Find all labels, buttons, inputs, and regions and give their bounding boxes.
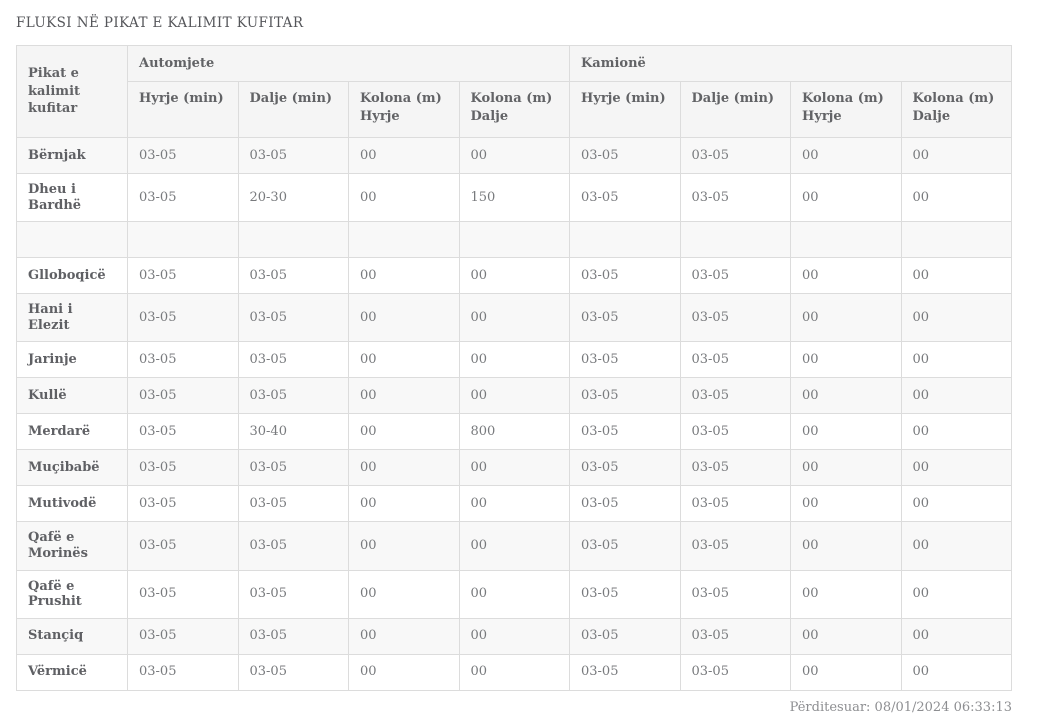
cell: 03-05: [570, 486, 681, 522]
cell: 00: [901, 450, 1012, 486]
row-label: Qafë e Prushit: [17, 570, 128, 618]
cell: 03-05: [680, 450, 791, 486]
table-row: [17, 654, 1012, 690]
page-title: FLUKSI NË PIKAT E KALIMIT KUFITAR: [16, 15, 304, 31]
cell: 00: [459, 654, 570, 690]
cell: 00: [459, 258, 570, 294]
cell: 00: [459, 618, 570, 654]
header-group-row: [17, 46, 1012, 82]
table-header: [17, 46, 1012, 138]
table-row: [17, 522, 1012, 570]
cell: 00: [901, 174, 1012, 222]
cell: 00: [349, 486, 460, 522]
cell: 00: [459, 450, 570, 486]
cell: 03-05: [680, 342, 791, 378]
table-row: [17, 342, 1012, 378]
table-row: [17, 450, 1012, 486]
cell: 00: [459, 486, 570, 522]
cell: 00: [459, 138, 570, 174]
table-row: [17, 222, 1012, 258]
cell: 03-05: [238, 486, 349, 522]
subheader-kam-kolona-dalje: Kolona (m) Dalje: [901, 82, 1012, 138]
cell: 03-05: [570, 294, 681, 342]
cell: 00: [791, 654, 902, 690]
cell: 03-05: [238, 378, 349, 414]
cell: 00: [459, 378, 570, 414]
cell: 00: [791, 618, 902, 654]
cell: [459, 222, 570, 258]
cell: [349, 222, 460, 258]
cell: 00: [901, 294, 1012, 342]
cell: 03-05: [128, 294, 239, 342]
cell: 00: [349, 294, 460, 342]
cell: 00: [349, 342, 460, 378]
cell: 150: [459, 174, 570, 222]
header-sub-row: [17, 82, 1012, 138]
cell: 00: [901, 378, 1012, 414]
cell: 00: [791, 378, 902, 414]
cell: 03-05: [128, 174, 239, 222]
table-row: [17, 618, 1012, 654]
cell: 03-05: [570, 378, 681, 414]
cell: 00: [459, 522, 570, 570]
cell: 03-05: [128, 654, 239, 690]
cell: [901, 222, 1012, 258]
row-label: Vërmicë: [17, 654, 128, 690]
subheader-auto-hyrje: Hyrje (min): [128, 82, 239, 138]
cell: 03-05: [128, 522, 239, 570]
cell: 00: [791, 522, 902, 570]
row-label: Stançiq: [17, 618, 128, 654]
cell: 03-05: [128, 570, 239, 618]
table-body: [17, 138, 1012, 691]
cell: 00: [901, 486, 1012, 522]
cell: 800: [459, 414, 570, 450]
subheader-kam-dalje: Dalje (min): [680, 82, 791, 138]
cell: 00: [459, 294, 570, 342]
cell: 03-05: [238, 342, 349, 378]
cell: 00: [791, 174, 902, 222]
cell: 03-05: [680, 414, 791, 450]
cell: 03-05: [680, 618, 791, 654]
cell: 00: [349, 258, 460, 294]
cell: 03-05: [128, 486, 239, 522]
cell: 03-05: [128, 414, 239, 450]
subheader-kam-kolona-hyrje: Kolona (m) Hyrje: [791, 82, 902, 138]
cell: 03-05: [238, 450, 349, 486]
cell: 30-40: [238, 414, 349, 450]
row-label: Qafë e Morinës: [17, 522, 128, 570]
table-row: [17, 174, 1012, 222]
cell: 00: [901, 258, 1012, 294]
cell: 03-05: [680, 258, 791, 294]
cell: 03-05: [128, 450, 239, 486]
cell: 00: [791, 342, 902, 378]
cell: 00: [791, 486, 902, 522]
subheader-auto-kolona-hyrje: Kolona (m) Hyrje: [349, 82, 460, 138]
cell: [128, 222, 239, 258]
subheader-auto-kolona-dalje: Kolona (m) Dalje: [459, 82, 570, 138]
cell: 00: [349, 654, 460, 690]
row-label: Mutivodë: [17, 486, 128, 522]
cell: 00: [901, 618, 1012, 654]
cell: 03-05: [128, 378, 239, 414]
row-label: Kullë: [17, 378, 128, 414]
table-row: [17, 486, 1012, 522]
cell: [570, 222, 681, 258]
table-row: [17, 258, 1012, 294]
last-updated-note: Përditesuar: 08/01/2024 06:33:13: [789, 699, 1012, 715]
row-label: [17, 222, 128, 258]
cell: 20-30: [238, 174, 349, 222]
cell: 03-05: [238, 522, 349, 570]
cell: 03-05: [128, 342, 239, 378]
cell: 00: [901, 414, 1012, 450]
table-row: [17, 414, 1012, 450]
cell: 00: [791, 414, 902, 450]
table-row: [17, 570, 1012, 618]
cell: 03-05: [680, 138, 791, 174]
corner-header: Pikat e kalimit kufitar: [17, 46, 128, 138]
cell: 03-05: [570, 654, 681, 690]
cell: 03-05: [570, 618, 681, 654]
border-crossing-table: [16, 45, 1012, 691]
row-label: Hani i Elezit: [17, 294, 128, 342]
cell: 00: [901, 342, 1012, 378]
cell: 03-05: [238, 618, 349, 654]
cell: 03-05: [128, 618, 239, 654]
cell: 00: [459, 570, 570, 618]
cell: 00: [791, 294, 902, 342]
cell: 03-05: [570, 258, 681, 294]
row-label: Glloboqicë: [17, 258, 128, 294]
cell: [680, 222, 791, 258]
cell: 00: [791, 570, 902, 618]
cell: 03-05: [238, 258, 349, 294]
cell: 03-05: [680, 294, 791, 342]
cell: 00: [901, 570, 1012, 618]
cell: 03-05: [238, 570, 349, 618]
cell: 03-05: [680, 378, 791, 414]
cell: 03-05: [680, 174, 791, 222]
cell: 00: [901, 138, 1012, 174]
row-label: Jarinje: [17, 342, 128, 378]
cell: 03-05: [238, 138, 349, 174]
group-header-automjete: Automjete: [128, 46, 570, 82]
cell: 03-05: [570, 450, 681, 486]
cell: 03-05: [238, 294, 349, 342]
cell: 03-05: [570, 522, 681, 570]
cell: 03-05: [570, 570, 681, 618]
cell: 03-05: [680, 486, 791, 522]
cell: 00: [349, 138, 460, 174]
table-row: [17, 294, 1012, 342]
cell: 00: [349, 378, 460, 414]
cell: 00: [791, 450, 902, 486]
cell: 03-05: [128, 258, 239, 294]
row-label: Dheu i Bardhë: [17, 174, 128, 222]
group-header-kamione: Kamionë: [570, 46, 1012, 82]
cell: 03-05: [570, 414, 681, 450]
row-label: Merdarë: [17, 414, 128, 450]
cell: 03-05: [680, 570, 791, 618]
cell: 00: [791, 138, 902, 174]
cell: 00: [791, 258, 902, 294]
cell: 00: [349, 450, 460, 486]
table-row: [17, 378, 1012, 414]
cell: 03-05: [238, 654, 349, 690]
cell: 03-05: [680, 522, 791, 570]
row-label: Bërnjak: [17, 138, 128, 174]
cell: 00: [459, 342, 570, 378]
cell: 00: [901, 522, 1012, 570]
cell: 03-05: [570, 138, 681, 174]
cell: [238, 222, 349, 258]
cell: 03-05: [570, 174, 681, 222]
cell: 00: [901, 654, 1012, 690]
cell: [791, 222, 902, 258]
cell: 00: [349, 570, 460, 618]
cell: 03-05: [570, 342, 681, 378]
cell: 00: [349, 618, 460, 654]
cell: 00: [349, 174, 460, 222]
cell: 03-05: [128, 138, 239, 174]
row-label: Muçibabë: [17, 450, 128, 486]
cell: 03-05: [680, 654, 791, 690]
table-row: [17, 138, 1012, 174]
subheader-auto-dalje: Dalje (min): [238, 82, 349, 138]
cell: 00: [349, 522, 460, 570]
cell: 00: [349, 414, 460, 450]
subheader-kam-hyrje: Hyrje (min): [570, 82, 681, 138]
